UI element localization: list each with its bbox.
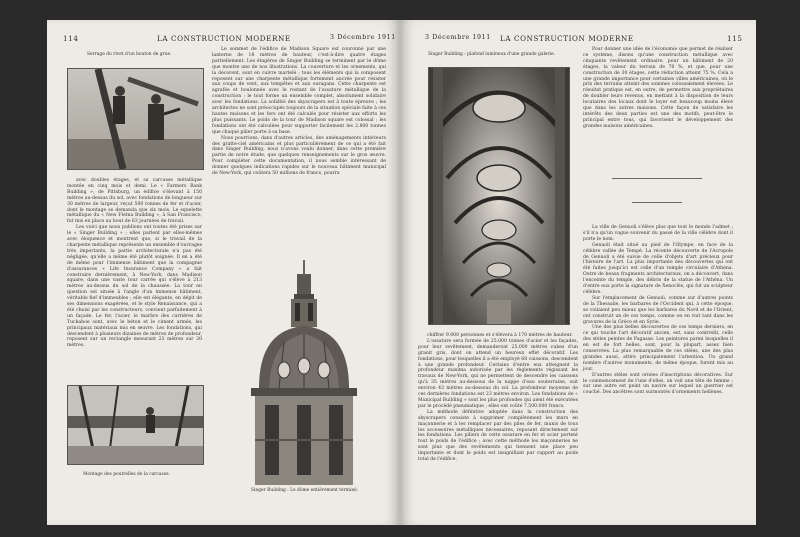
paragraph: Sur l'emplacement de Genuoli, comme sur d'autres points de la Thessalie, les barbares de l'Occident qui, à cette époque, se voilaient peu mieux que les barbares du Nord et de l'Orient, ont construit un de ces temps, comme on en voit tant dans les gravures de la Grèce et en Syrie. — [583, 295, 733, 325]
riveting-photo — [67, 68, 204, 170]
paragraph: Le sommet de l'édifice de Madison Square est couronné par une lanterne de 18 mètres de hauteur, c'est-à-dire quatre étages partiellement. Les étagères de Singer Building se terminent par le dôme que montre une de nos illustrations. La couverture et les ornements, qui la décorent, sont en cuivre martelé ; tous les éléments qui la composent reposent sur une charpente métallique fortement ancrée pour résister aux coups de vent, aux tempêtes et aux ouragans. Cette charpente est agrafée et boulonnée avec le restant de l'ossature métallique de la construction ; le tout forme un ensemble complet, absolument solidaire avec les fondations. La solidité des skyscrapers est à toute épreuve ; les architectes ne sont préoccupés toujours de la situation spéciale faite à ces hautes maisons et les fers ont été calculés pour résister aux efforts les plus puissants. Le poids de la tour de Madison square est colossal ; les fondations ont été calculées pour supporter facilement les 2.800 tonnes que chaque pilier porte à sa base. — [212, 47, 386, 135]
paragraph: Genuoli était situé au pied de l'Olympe, en face de la célèbre vallée de Tempé. La récente découverte de l'Acropole de Genuoli a été suivie de celle d'objets d'art précieux pour l'histoire de l'art. La plus importante des découvertes qui ont été faites jusqu'ici est celle d'un temple circulaire d'Athéna. Outre de beaux fragments architecturaux, on a découvert, dans l'enceinte du temple, des débris de la statue de l'Athéna. Un d'entre eux porte la signature de Xenoclès, qui fut un sculpteur célèbre. — [583, 242, 733, 295]
right-page — [400, 20, 756, 525]
page-number: 114 — [63, 34, 79, 43]
paragraph: Nous pourrions, dans d'autres articles, des aménagements intérieurs des gratte-ciel américains et plus particulièrement de ce qui a été fait dans Singer Building, nous n'avons voulu donner, dans cette première partie de notre étude, que quelques renseignements sur le gros œuvre. Pour compléter cette documentation, il nous semble intéressant de donner quelques indications rapides sur le nouveau bâtiment municipal de New-York, qui coûtera 50 millions de francs, pourra — [212, 135, 386, 177]
right-middle-column — [418, 333, 578, 523]
section-divider — [612, 178, 702, 179]
left-column-2 — [212, 47, 386, 247]
issue-date: 3 Décembre 1911 — [330, 34, 396, 41]
paragraph: Pour donner une idée de l'économie que permet de réaliser ce système, disons qu'une construction métallique avec cinquante revêtement ordinaire, pour un bâtiment de 20 étages, la valeur du terrain de 70 %, et que, pour une construction de 30 étages, cette réduction atteint 75 %. Cela a une grande importance pour certaines villes américaines, où le prix des terrains atteint des sommes colossalement élevées. Le résultat pratique est, en outre, de permettre aux propriétaires de doubler leurs revenus, en mettant à la disposition de leurs locataires des locaux dont le loyer est beaucoup moins élevé que dans les autres maisons. Cette façon de satisfaire les intérêts des deux parties est une des motifs, peut-être le principal entre tous, qui favorisent le développement des grandes maisons américaines. — [583, 47, 733, 129]
paragraph: La ville de Genuoli s'élève plus que tout le monde l'admet ; s'il n'a qu'un vague souvenir du passé de la ville célèbre dont il porte le nom. — [583, 225, 733, 242]
paragraph: L'ossature sera formée de 25.000 tonnes d'acier et les façades, pour leur revêtement, demanderont 25.000 mètres cubes d'un granit gris, dont on attend un heureux effet décoratif. Les fondations, pour lesquelles il a été employé 68 caissons, descendent à une grande profondeur. Certains d'entre eux atteignent la profondeur maxima autorisée par les règlements régissant les travaux de New-York, qui ne permettent de descendre les caissons qu'à 35 mètres au-dessous de la nappe d'eau souterraine, soit environ 43 mètres au-dessous du sol. La profondeur moyenne de ces dernières fondations est 23 mètres environ. Les fondations de « Municipal Building » sont les plus profondes qui aient été exécutées par le procédé pneumatique ; elles ont coûté 7.500.000 francs. — [418, 338, 578, 409]
top-photo-caption: Serrage du rivet d'un bouton de grue. — [87, 52, 172, 57]
issue-date: 3 Décembre 1911 — [425, 34, 491, 41]
bottom-photo-caption: Montage des poutrelles de la carcasse. — [83, 472, 170, 477]
tower-photo-caption: Singer Building : Le dôme entièrement terminé. — [251, 488, 359, 493]
left-column-1 — [67, 178, 202, 388]
section-divider — [632, 202, 682, 203]
paragraph: Les voici que nous publions ont toutes été prises sur le « Singer Building » ; elles parlent par elles-mêmes avec éloquence et montrent que, si le travail de la charpente métallique représente un ensemble d'ouvrages très importants, la partie architecturale n'a pas été négligée, qu'elle a même été plutôt soignée. Il en a été de même pour l'immense bâtiment que la compagnie d'assurances « Life Insurance Company » a fait construire dernièrement, à New-York, dans Madison square, dans une vaste tour carrée qui s'élève à 213 mètres au-dessus du sol de la chaussée. La tour en question est située à l'angle d'un immense bâtiment, véritable fief d'immeubles ; elle est élégante, en dépit de ses dimensions exagérées, et le style Renaissance, qui a été choisi par les constructeurs, convient parfaitement à un façade. Le fer, l'acier, le marbre des carrières de Tuckahoe sont, avec le béton et le ciment armés, les principaux matériaux mis en œuvre. Les fondations, qui descendent à plusieurs dizaines de mètres de profondeur, reposent sur un rectangle mesurant 23 mètres sur 30 mètres. — [67, 225, 202, 349]
girder-assembly-photo — [67, 385, 204, 465]
singer-dome-photo — [239, 260, 369, 485]
paragraph: D'autres stèles sont ornées d'inscriptions décoratives. Sur le commencement de l'une d'elles, on voit une tête de femme ; sur une autre est peint un navire sur lequel un guerrier est couché. Des ancêtres sont surmontés d'ornements hellènes. — [583, 372, 733, 396]
journal-title: LA CONSTRUCTION MODERNE — [500, 34, 634, 43]
paragraph: avec doubles étages, et sa carcasse métallique montée en cinq mois et demi. Le « Farmers Bank Building », de Pittsburg, un édifice s'élevant à 150 mètres au-dessus du sol, avec fondations de longueur sur 30 mètres de largeur, reçut 500 tonnes de fer et d'acier, dont le montage se demanda que six mois. Le squelette métallique du « New Fletna Building », à San Francisco, fut mis en place au bout de 63 journées de travail. — [67, 178, 202, 225]
vault-photo-caption: Singer Building : plafond lumineux d'une grande galerie. — [428, 52, 555, 57]
left-page — [47, 20, 400, 525]
paragraph: chiffrer 9.000 personnes et s'élèvera à 170 mètres de hauteur. — [427, 333, 573, 338]
journal-title: LA CONSTRUCTION MODERNE — [157, 34, 291, 43]
right-top-column — [583, 47, 733, 165]
paragraph: La méthode définitive adoptée dans la construction des skyscrapers consiste à supprimer complètement les murs en maçonnerie et à les remplacer par des piles de fer, munis de tous les accessoires métalliques nécessaires, reposant directement sur les fondations. Les piliers de cette ossature en fer et acier portent tout le poids de l'édifice ; avec cette méthode les maçonneries ne sont plus que des revêtements qui tiennent une place peu importante et dont le poids est insignifiant par rapport au poids total de l'édifice. — [418, 409, 578, 463]
page-number: 115 — [727, 34, 743, 43]
paragraph: Une des plus belles découvertes de ces temps derniers, en ce qui touche l'art décoratif ancien, est, sans contredit, celle des stèles peintes de Pagasae. Les peintures parmi lesquelles il en est de fort belles, sont, pour la plupart, assez bien conservées. La plus remarquable de ces stèles, une des plus grandes aussi, attire principalement l'attention. Un grand nombre d'autres monuments, de même époque, furent mis au jour. — [583, 325, 733, 372]
galerie-vault-photo — [428, 67, 570, 325]
right-bottom-column — [583, 225, 733, 520]
